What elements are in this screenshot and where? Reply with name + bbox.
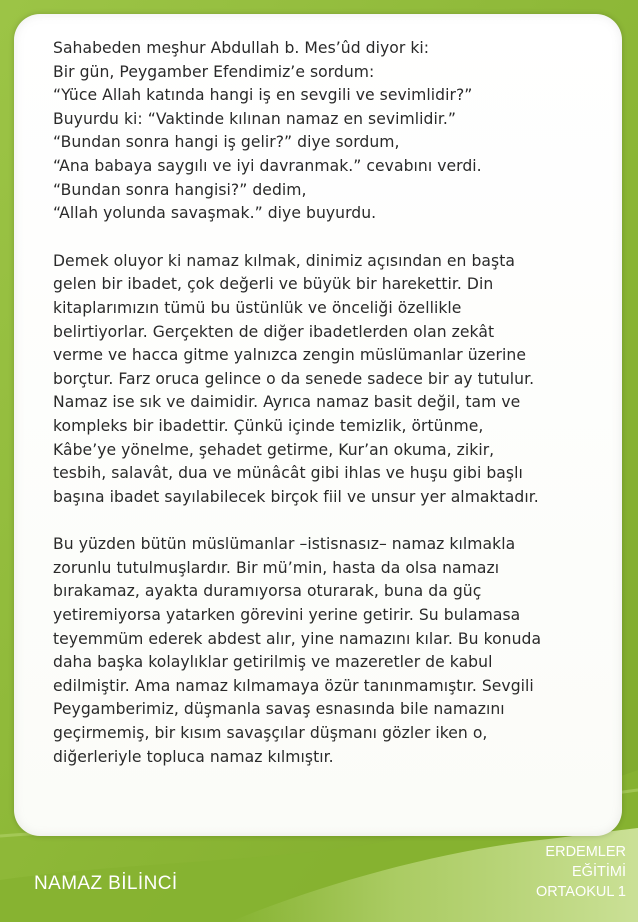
text-line: “Bundan sonra hangi iş gelir?” diye sordum, <box>53 133 400 152</box>
text-line: borçtur. Farz oruca gelince o da senede sadece bir ay tutulur. <box>53 369 535 388</box>
text-line: Demek oluyor ki namaz kılmak, dinimiz açısından en başta <box>53 251 515 270</box>
text-line: gelen bir ibadet, çok değerli ve büyük bir harekettir. Din <box>53 275 494 294</box>
text-line: geçirmemiş, bir kısım savaşçılar düşmanı gözler iken o, <box>53 724 488 743</box>
text-line: Namaz ise sık ve daimidir. Ayrıca namaz basit değil, tam ve <box>53 393 521 412</box>
text-card <box>14 14 622 836</box>
text-line: “Ana babaya saygılı ve iyi davranmak.” cevabını verdi. <box>53 156 482 175</box>
text-line: Sahabeden meşhur Abdullah b. Mes’ûd diyor ki: <box>53 39 430 57</box>
text-line: zorunlu tutulmuşlardır. Bir mü’min, hasta da olsa namazı <box>53 558 500 577</box>
footer-course-label <box>466 842 626 902</box>
text-line: Kâbe’ye yönelme, şehadet getirme, Kur’an okuma, zikir, <box>53 440 495 459</box>
footer-course-line: ERDEMLER <box>545 844 626 860</box>
text-line: Bir gün, Peygamber Efendimiz’e sordum: <box>53 62 375 81</box>
text-line: diğerleriyle topluca namaz kılmıştır. <box>53 747 334 766</box>
text-line: Bu yüzden bütün müslümanlar –istisnasız– namaz kılmakla <box>53 535 516 554</box>
text-line: yetiremiyorsa yatarken görevini yerine getirir. Su bulamasa <box>53 606 521 625</box>
paragraph-spacer <box>53 226 602 250</box>
text-line: “Bundan sonra hangisi?” dedim, <box>53 180 307 199</box>
text-line: Peygamberimiz, düşmanla savaş esnasında bile namazını <box>53 700 505 719</box>
paragraph-obligation <box>53 533 602 769</box>
paragraph-hadith <box>53 37 602 226</box>
text-line: “Allah yolunda savaşmak.” diye buyurdu. <box>53 204 377 223</box>
text-line: edilmiştir. Ama namaz kılmamaya özür tanınmamıştır. Sevgili <box>53 676 534 695</box>
text-line: teyemmüm ederek abdest alır, yine namazını kılar. Bu konuda <box>53 629 542 648</box>
text-line: daha başka kolaylıklar getirilmiş ve mazeretler de kabul <box>53 653 493 672</box>
text-line: belirtiyorlar. Gerçekten de diğer ibadetlerden olan zekât <box>53 322 495 341</box>
text-line: verme ve hacca gitme yalnızca zengin müslümanlar üzerine <box>53 346 526 365</box>
text-line: Buyurdu ki: “Vaktinde kılınan namaz en sevimlidir.” <box>53 109 457 128</box>
text-line: tesbih, salavât, dua ve münâcât gibi ihlas ve huşu gibi başlı <box>53 464 523 483</box>
paragraph-spacer <box>53 509 602 533</box>
text-line: başına ibadet sayılabilecek birçok fiil ve unsur yer almaktadır. <box>53 487 539 506</box>
text-line: kompleks bir ibadettir. Çünkü içinde temizlik, örtünme, <box>53 416 484 435</box>
footer-course-line: ORTAOKUL 1 <box>536 884 626 900</box>
footer-course-line: EĞİTİMİ <box>572 864 626 880</box>
footer-title: NAMAZ BİLİNCİ <box>34 873 178 894</box>
paragraph-importance <box>53 250 602 510</box>
text-line: bırakamaz, ayakta duramıyorsa oturarak, buna da güç <box>53 582 482 601</box>
text-line: kitaplarımızın tümü bu üstünlük ve önceliği özellikle <box>53 298 462 317</box>
text-line: “Yüce Allah katında hangi iş en sevgili ve sevimlidir?” <box>53 86 473 105</box>
